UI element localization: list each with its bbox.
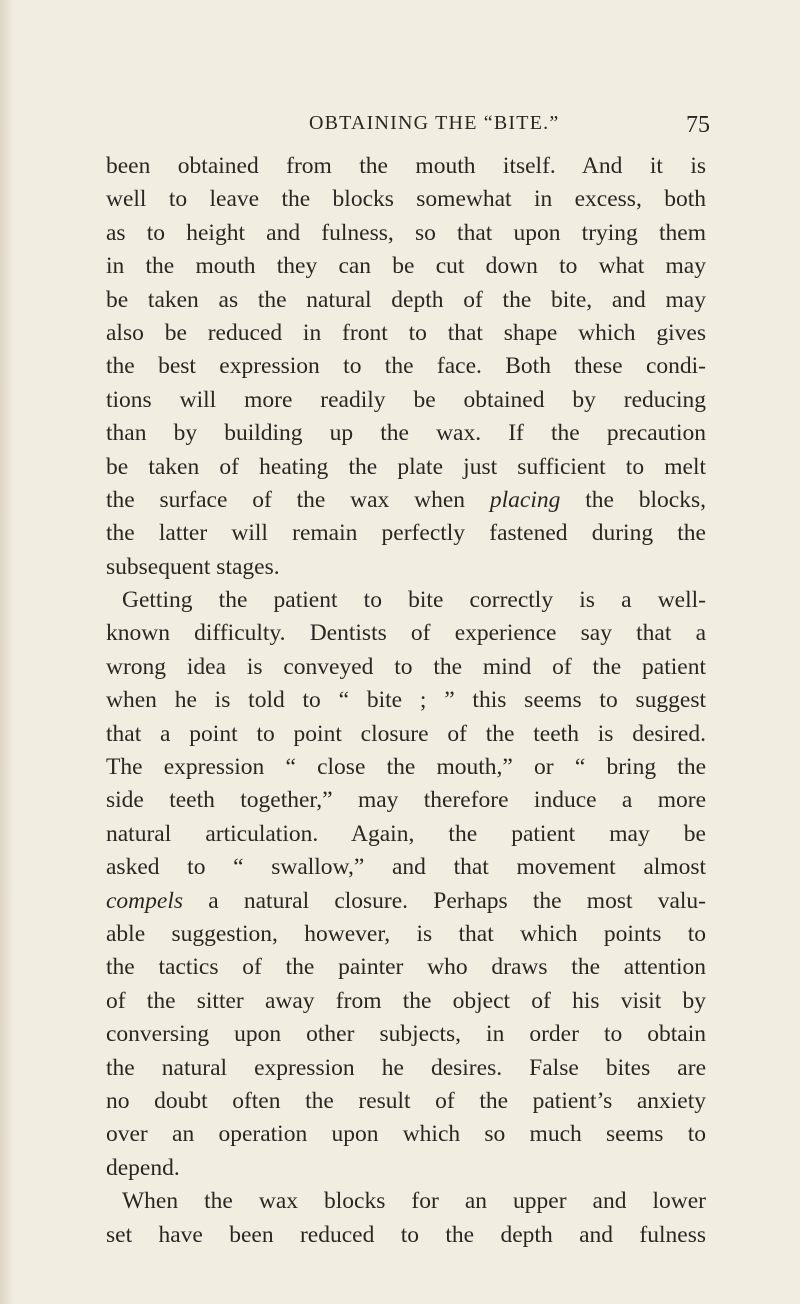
- text-line: [106, 484, 706, 517]
- text-line: the best expression to the face. Both these condi-: [106, 353, 706, 380]
- text-segment: the blocks,: [560, 486, 706, 513]
- running-head: OBTAINING THE “BITE.”: [309, 112, 560, 134]
- page-number: 75: [686, 112, 710, 138]
- text-line: over an operation upon which so much seems to: [106, 1121, 706, 1148]
- text-line: been obtained from the mouth itself. And it is: [106, 153, 706, 179]
- text-line: able suggestion, however, is that which points to: [106, 920, 706, 947]
- page-edge-shadow: [0, 0, 14, 1304]
- text-line: be taken of heating the plate just sufficient to melt: [106, 453, 706, 480]
- text-line: be taken as the natural depth of the bite, and may: [106, 286, 706, 313]
- text-line: asked to “ swallow,” and that movement almost: [106, 854, 706, 881]
- body-text: [106, 150, 706, 1252]
- italic-word: compels: [106, 887, 184, 914]
- text-line: in the mouth they can be cut down to what may: [106, 253, 706, 280]
- text-line: that a point to point closure of the teeth is desired.: [106, 720, 706, 747]
- text-line: as to height and fulness, so that upon trying them: [106, 219, 706, 246]
- text-line: [106, 885, 706, 918]
- page-header: [0, 112, 800, 144]
- text-line: side teeth together,” may therefore induce a more: [106, 787, 706, 814]
- text-line: the natural expression he desires. False bites are: [106, 1054, 706, 1081]
- text-line: When the wax blocks for an upper and lower: [122, 1188, 706, 1215]
- text-line: known difficulty. Dentists of experience say that a: [106, 620, 706, 647]
- text-line: the latter will remain perfectly fastened during the: [106, 520, 706, 547]
- text-line: natural articulation. Again, the patient may be: [106, 820, 706, 847]
- text-line: Getting the patient to bite correctly is a well-: [122, 587, 706, 614]
- text-line: also be reduced in front to that shape which gives: [106, 319, 706, 346]
- text-line: the tactics of the painter who draws the attention: [106, 954, 706, 981]
- text-line: no doubt often the result of the patient’s anxiety: [106, 1087, 706, 1114]
- text-line: of the sitter away from the object of his visit by: [106, 987, 706, 1014]
- text-line: tions will more readily be obtained by reducing: [106, 386, 706, 413]
- text-line: when he is told to “ bite ; ” this seems to suggest: [106, 687, 706, 714]
- text-line: conversing upon other subjects, in order to obtain: [106, 1021, 706, 1048]
- italic-word: placing: [489, 486, 561, 513]
- text-line: wrong idea is conveyed to the mind of the patient: [106, 653, 706, 680]
- text-line: The expression “ close the mouth,” or “ bring the: [106, 754, 706, 781]
- text-line: than by building up the wax. If the precaution: [106, 420, 706, 447]
- text-line: set have been reduced to the depth and fulness: [106, 1221, 706, 1248]
- text-line: well to leave the blocks somewhat in excess, both: [106, 186, 706, 213]
- text-line: depend.: [106, 1154, 180, 1181]
- text-segment: the surface of the wax when: [106, 486, 490, 513]
- text-segment: a natural closure. Perhaps the most valu-: [183, 887, 706, 914]
- text-line: subsequent stages.: [106, 553, 280, 580]
